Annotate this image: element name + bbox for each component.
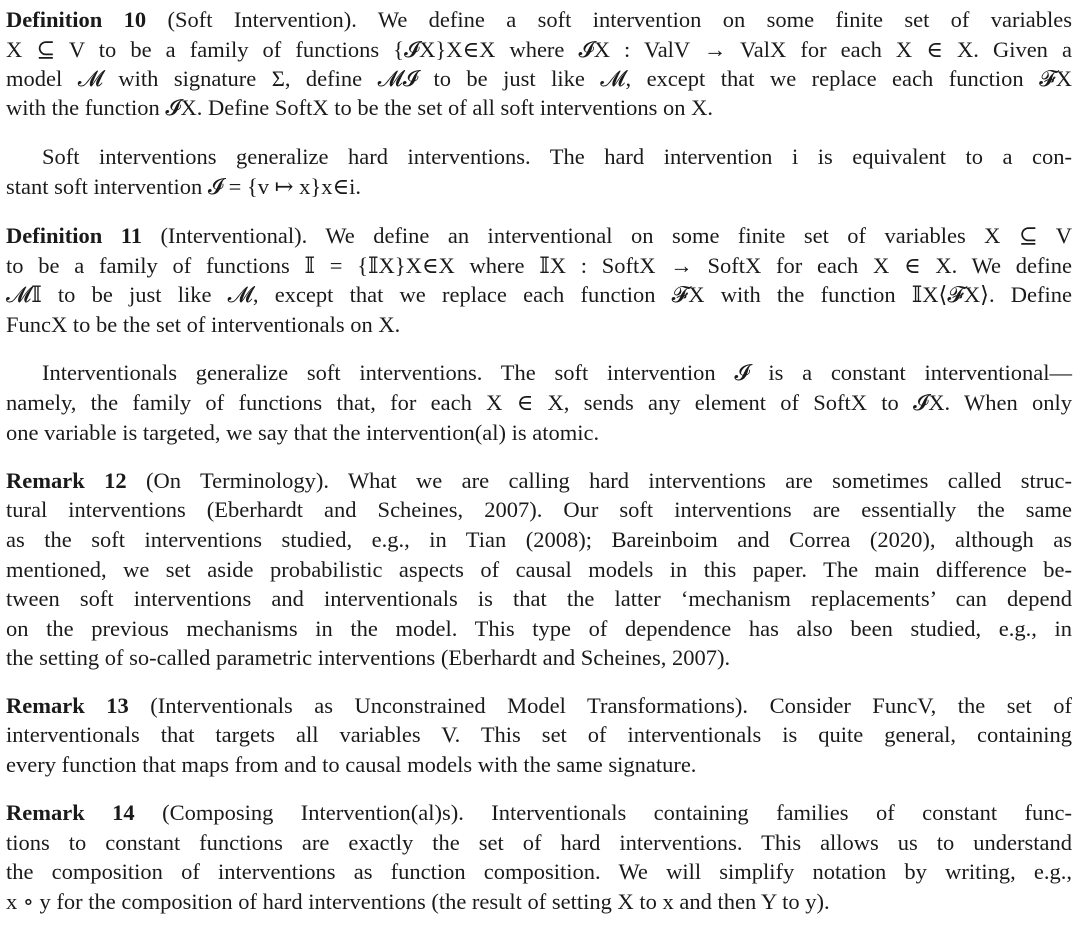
remark-12-heading: Remark 12 xyxy=(6,468,127,493)
remark-12-line-1 xyxy=(6,466,1072,496)
remark-14-line-4: x ∘ y for the composition of hard interventions (the result of setting X to x and then Y to y). xyxy=(6,889,830,914)
remark-12-line-2: tural interventions (Eberhardt and Scheines, 2007). Our soft interventions are essentially the same xyxy=(6,497,1072,522)
remark-14-line-3: the composition of interventions as function composition. We will simplify notation by writing, e.g., xyxy=(6,859,1072,884)
definition-11-title: (Interventional). xyxy=(160,223,308,248)
definition-10-text-1: We define a soft intervention on some finite set of variables xyxy=(377,7,1072,32)
definition-11-text-1: We define an interventional on some finite set of variables X ⊆ V xyxy=(325,223,1073,248)
remark-12-line-5: tween soft interventions and interventionals is that the latter ‘mechanism replacements’ can depend xyxy=(6,586,1072,611)
definition-10-title: (Soft Intervention). xyxy=(167,7,357,32)
definition-11-line-2: to be a family of functions 𝕀 = {𝕀X}X∈X where 𝕀X : SoftX → SoftX for each X ∈ X. We define xyxy=(6,253,1072,278)
definition-10-heading: Definition 10 xyxy=(6,7,147,32)
interventionals-para-line-2: namely, the family of functions that, for each X ∈ X, sends any element of SoftX to 𝓘X. When only xyxy=(6,390,1072,415)
remark-12-line-7: the setting of so-called parametric interventions (Eberhardt and Scheines, 2007). xyxy=(6,645,731,670)
remark-14-text-1: Interventionals containing families of constant func- xyxy=(491,800,1073,825)
remark-14-line-2: tions to constant functions are exactly the set of hard interventions. This allows us to understand xyxy=(6,830,1072,855)
definition-10-line-1 xyxy=(6,5,1072,35)
definition-10-line-2: X ⊆ V to be a family of functions {𝓘X}X∈X where 𝓘X : ValV → ValX for each X ∈ X. Given a xyxy=(6,37,1072,62)
definition-11-line-1 xyxy=(6,221,1072,251)
remark-13-line-1 xyxy=(6,691,1072,721)
interventionals-para-line-3: one variable is targeted, we say that the intervention(al) is atomic. xyxy=(6,420,600,445)
remark-14-title: (Composing Intervention(al)s). xyxy=(162,800,464,825)
interventionals-para-line-1: Interventionals generalize soft interventions. The soft intervention 𝓘 is a constant interventional— xyxy=(42,360,1072,385)
definition-10-line-4: with the function 𝓘X. Define SoftX to be the set of all soft interventions on X. xyxy=(6,95,713,120)
remark-13-text-1: Consider FuncV, the set of xyxy=(769,693,1073,718)
definition-11-line-3: 𝓜𝕀 to be just like 𝓜, except that we replace each function 𝓕X with the function 𝕀X⟨𝓕X⟩. Define xyxy=(6,282,1072,307)
remark-12-title: (On Terminology). xyxy=(145,468,329,493)
remark-13-heading: Remark 13 xyxy=(6,693,129,718)
remark-12-line-3: as the soft interventions studied, e.g., in Tian (2008); Bareinboim and Correa (2020), although as xyxy=(6,527,1072,552)
remark-13-line-3: every function that maps from and to causal models with the same signature. xyxy=(6,752,697,777)
remark-13-title: (Interventionals as Unconstrained Model Transformations). xyxy=(150,693,749,718)
definition-11-heading: Definition 11 xyxy=(6,223,142,248)
remark-14-line-1 xyxy=(6,798,1072,828)
remark-13-line-2: interventionals that targets all variables V. This set of interventionals is quite general, containing xyxy=(6,722,1072,747)
remark-12-line-4: mentioned, we set aside probabilistic aspects of causal models in this paper. The main difference be- xyxy=(6,557,1072,582)
definition-11-line-4: FuncX to be the set of interventionals on X. xyxy=(6,312,401,337)
remark-12-text-1: What we are calling hard interventions are sometimes called struc- xyxy=(347,468,1073,493)
soft-para-line-2: stant soft intervention 𝓘 = {v ↦ x}x∈i. xyxy=(6,174,361,199)
remark-14-heading: Remark 14 xyxy=(6,800,135,825)
soft-para-line-1: Soft interventions generalize hard interventions. The hard intervention i is equivalent to a con- xyxy=(42,144,1072,169)
definition-10-line-3: model 𝓜 with signature Σ, define 𝓜𝓘 to be just like 𝓜, except that we replace each function 𝓕X xyxy=(6,66,1072,91)
remark-12-line-6: on the previous mechanisms in the model. This type of dependence has also been studied, e.g., in xyxy=(6,616,1072,641)
